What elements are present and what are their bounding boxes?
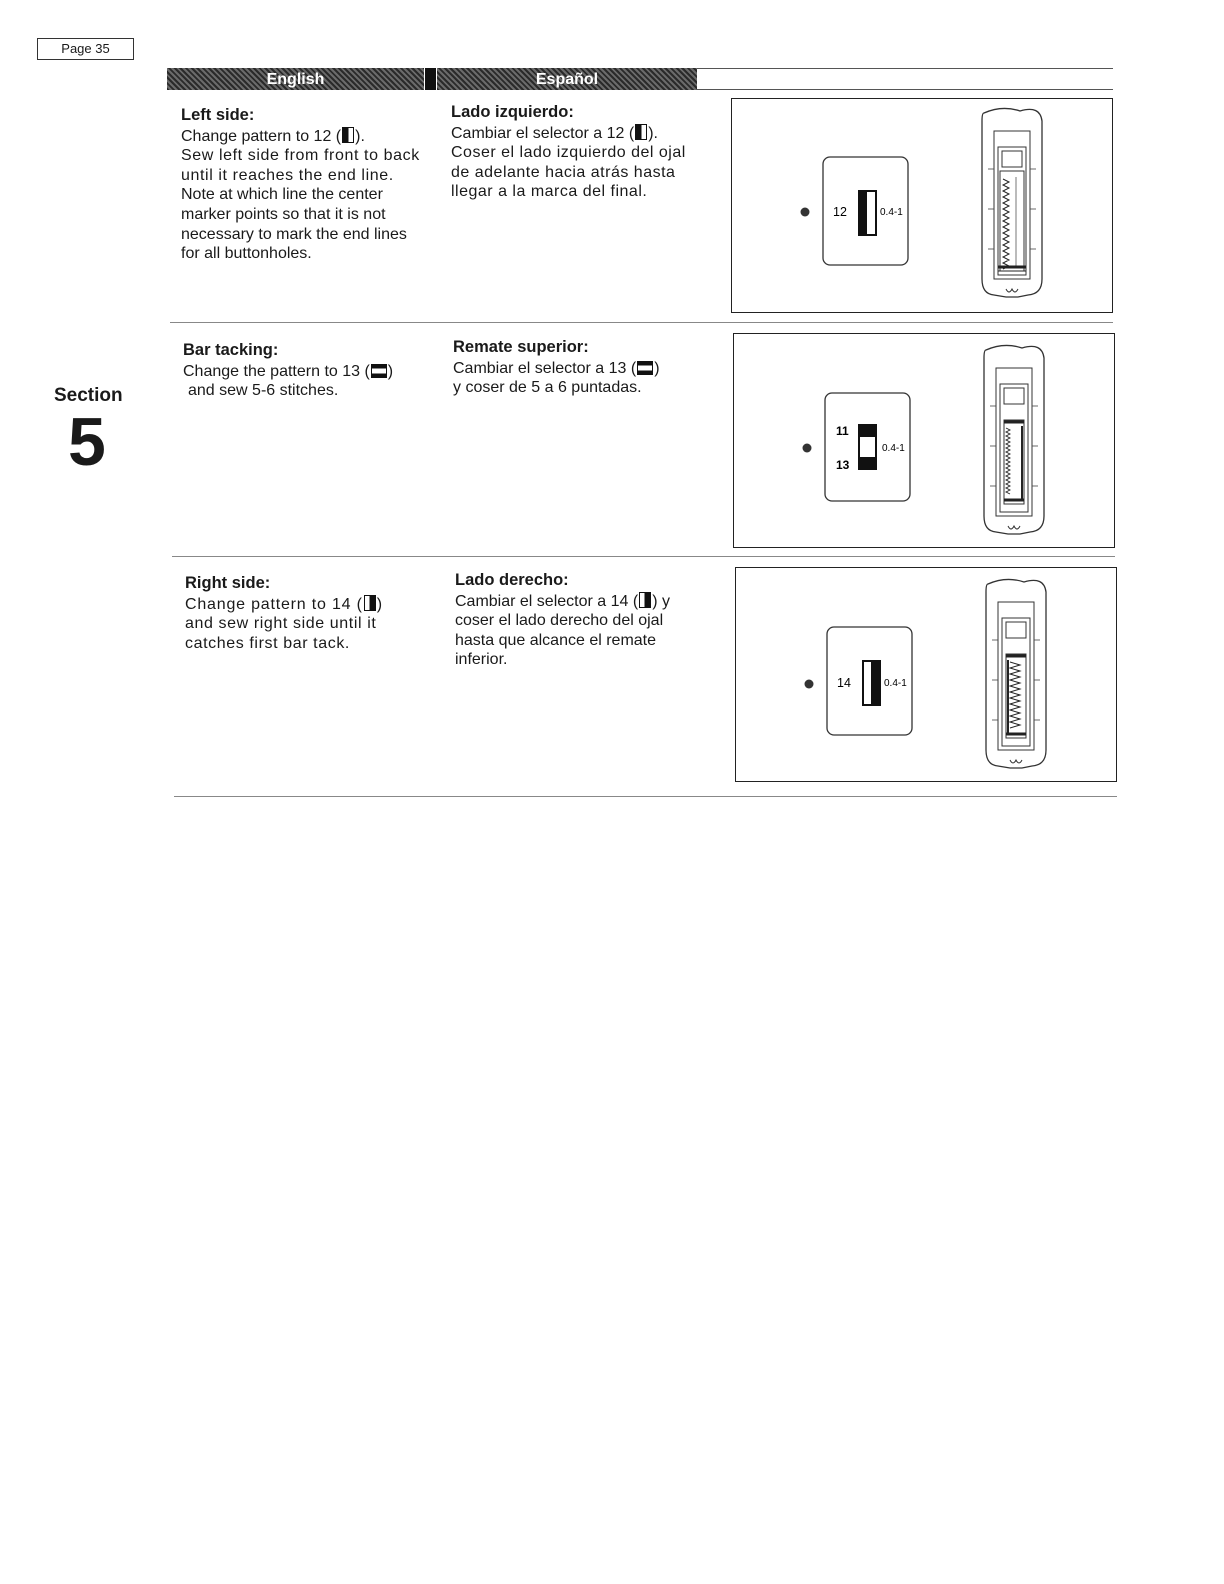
presser-foot-icon xyxy=(986,579,1046,768)
dial-number: 13 xyxy=(836,458,850,472)
step-text: Cambiar el selector a 13 ( ) xyxy=(453,359,660,377)
section-label: Section xyxy=(54,385,123,406)
step-left-english xyxy=(181,106,426,264)
step-text: Cambiar el selector a 14 ( ) y xyxy=(455,592,670,610)
step-divider xyxy=(170,322,1113,323)
step-title: Right side: xyxy=(185,574,271,592)
step-text: Coser el lado izquierdo del ojal de adelante hacia atrás hasta llegar a la marca del final. xyxy=(451,144,686,201)
dial-number: 14 xyxy=(837,676,851,690)
dial-setting: 0.4-1 xyxy=(882,443,905,454)
figure-right-side xyxy=(735,567,1117,782)
spanish-header: Español xyxy=(437,68,697,90)
step-right-spanish xyxy=(455,571,700,670)
step-text: and sew 5-6 stitches. xyxy=(188,382,339,400)
step-bar-tacking-english xyxy=(183,341,428,401)
dial-setting: 0.4-1 xyxy=(880,207,903,218)
step-text: Change pattern to 14 ( ) xyxy=(185,595,383,613)
section-number: 5 xyxy=(68,404,106,480)
presser-foot-icon xyxy=(984,345,1044,534)
bar-tack-stitch-icon xyxy=(371,364,387,378)
step-title: Lado derecho: xyxy=(455,571,569,589)
step-title: Left side: xyxy=(181,106,255,124)
indicator-dot xyxy=(805,680,814,689)
step-text: coser el lado derecho del ojal hasta que alcance el remate inferior. xyxy=(455,612,664,669)
step-text: Cambiar el selector a 12 ( ). xyxy=(451,124,658,142)
bar-tack-stitch-icon xyxy=(637,361,653,375)
right-side-stitch-icon xyxy=(639,592,651,608)
page-number: Page 35 xyxy=(37,38,134,60)
dial-setting: 0.4-1 xyxy=(884,678,907,689)
step-text: Change the pattern to 13 ( ) xyxy=(183,362,394,380)
figure-bar-tacking xyxy=(733,333,1115,548)
header-rule-bottom xyxy=(697,89,1113,90)
left-side-stitch-icon xyxy=(635,124,647,140)
step-divider xyxy=(172,556,1115,557)
header-divider xyxy=(425,68,436,90)
step-text: and sew right side until it catches first bar tack. xyxy=(185,615,377,652)
step-title: Remate superior: xyxy=(453,338,589,356)
dial-number: 11 xyxy=(836,424,849,438)
step-right-english xyxy=(185,574,430,653)
indicator-dot xyxy=(801,208,810,217)
english-header: English xyxy=(167,68,424,90)
step-text: Sew left side from front to back until it reaches the end line. xyxy=(181,147,420,184)
step-text: y coser de 5 a 6 puntadas. xyxy=(453,379,642,397)
dial-number: 12 xyxy=(833,205,847,219)
right-side-stitch-icon xyxy=(364,595,376,611)
step-title: Lado izquierdo: xyxy=(451,103,574,121)
step-left-spanish xyxy=(451,103,696,202)
indicator-dot xyxy=(803,444,812,453)
presser-foot-icon xyxy=(982,108,1042,297)
left-side-stitch-icon xyxy=(342,127,354,143)
step-text: Change pattern to 12 ( ). xyxy=(181,127,365,145)
step-title: Bar tacking: xyxy=(183,341,279,359)
step-note: Note at which line the center marker points so that it is not necessary to mark the end lines for all buttonholes. xyxy=(181,186,407,263)
header-rule-top xyxy=(697,68,1113,69)
step-bar-tacking-spanish xyxy=(453,338,698,398)
step-divider xyxy=(174,796,1117,797)
figure-left-side xyxy=(731,98,1113,313)
